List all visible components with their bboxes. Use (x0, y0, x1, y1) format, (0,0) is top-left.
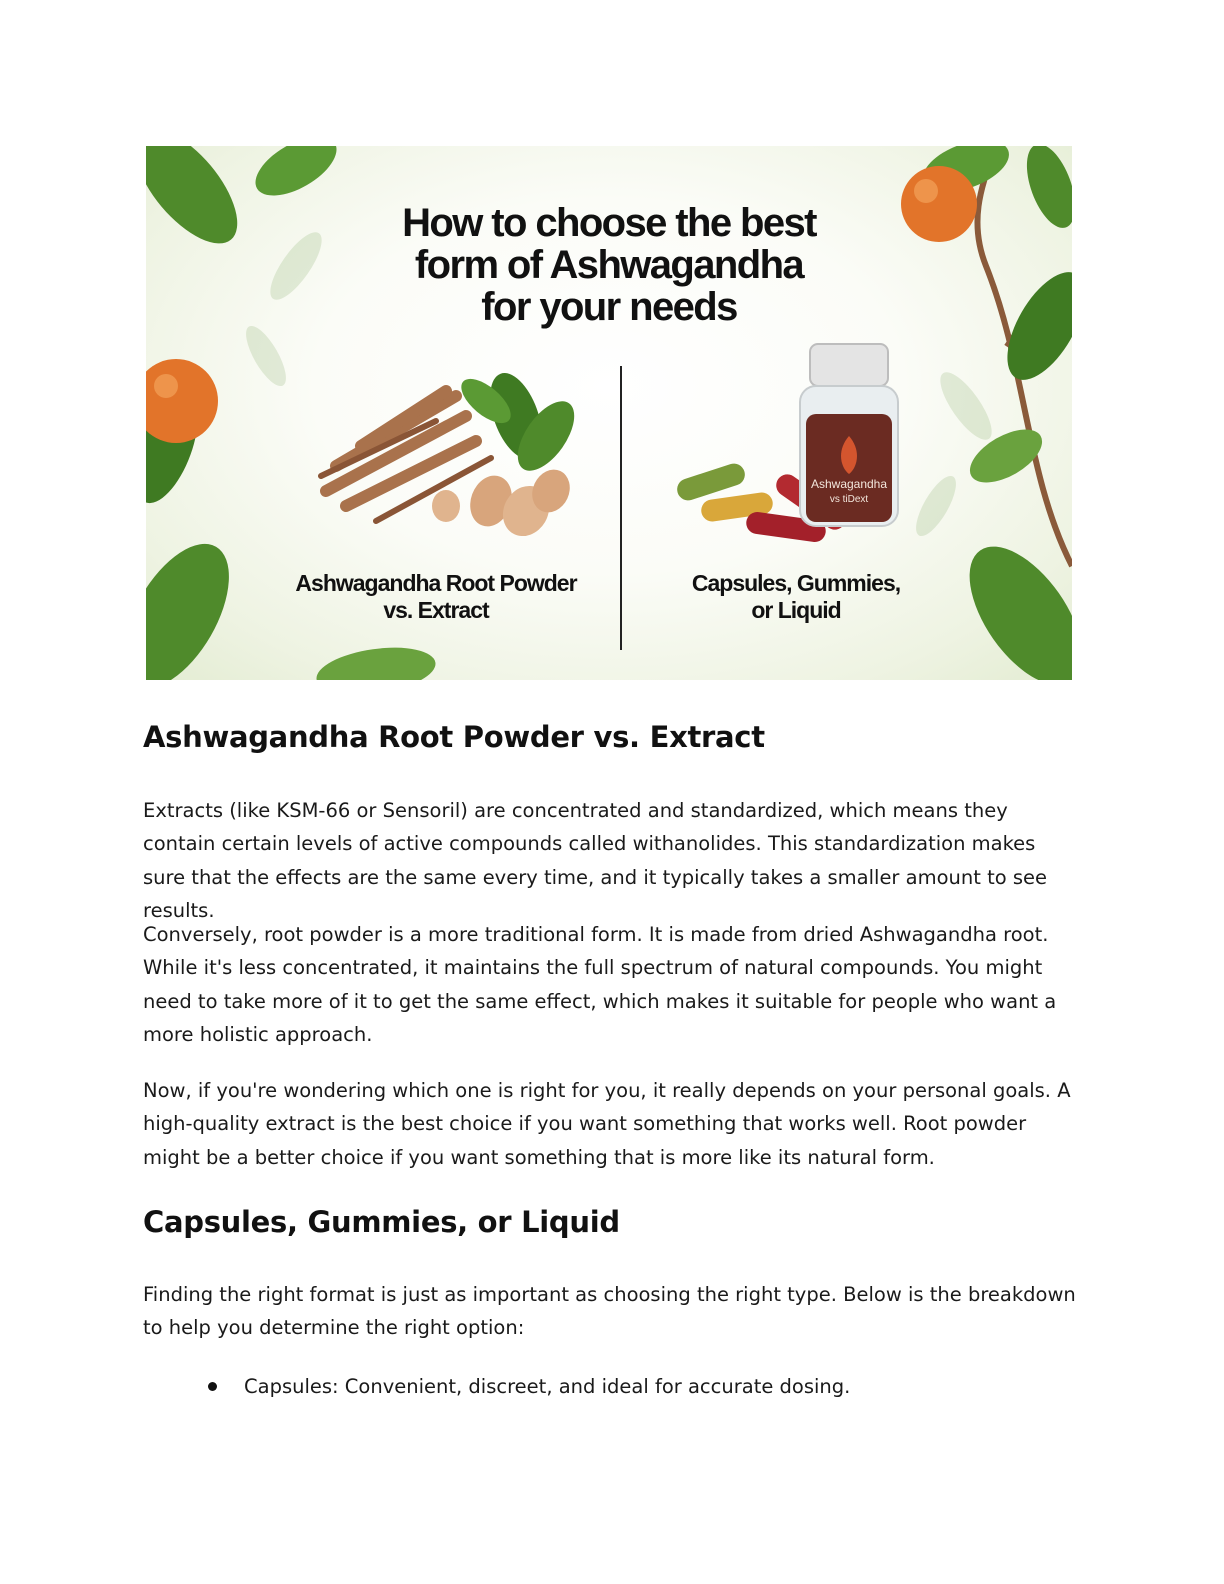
hero-title-line: for your needs (481, 285, 737, 329)
hero-banner-image (146, 146, 1072, 680)
caption-line: Capsules, Gummies, (691, 570, 901, 596)
root-icon (321, 366, 585, 544)
hero-caption-root-vs-extract (276, 570, 596, 624)
bottle-label-line-1: Ashwagandha (810, 477, 888, 491)
list-item-text: Capsules: Convenient, discreet, and ideal for accurate dosing. (244, 1375, 851, 1398)
bullet-list (208, 1370, 1088, 1403)
paragraph: Conversely, root powder is a more traditional form. It is made from dried Ashwagandha root. While it's less concentrated, it maintains the full spectrum of natural compounds. You might need to take more of it to get the same effect, which makes it suitable for people who want a more holistic approach. (143, 923, 1057, 1047)
list-item (208, 1370, 1088, 1403)
paragraph: Now, if you're wondering which one is right for you, it really depends on your personal goals. A high-quality extract is the best choice if you want something that works well. Root powder might be a better choice if you want something that is more like its natural form. (143, 1079, 1071, 1169)
hero-title-line: form of Ashwagandha (414, 243, 804, 287)
paragraph: Finding the right format is just as important as choosing the right type. Below is the breakdown to help you determine the right option: (143, 1283, 1076, 1340)
caption-line: or Liquid (751, 597, 841, 623)
hero-title-line: How to choose the best (402, 201, 816, 245)
section-heading-formats: Capsules, Gummies, or Liquid (143, 1205, 620, 1239)
caption-line: vs. Extract (383, 597, 489, 623)
bullet-icon (208, 1382, 217, 1391)
hero-caption-formats (666, 570, 926, 624)
hero-title (366, 202, 852, 328)
bottle-label-line-2: vs tiDext (829, 494, 869, 505)
hero-divider (620, 366, 622, 650)
section-heading-root-vs-extract: Ashwagandha Root Powder vs. Extract (143, 720, 765, 754)
caption-line: Ashwagandha Root Powder (295, 570, 577, 596)
bottle-icon (800, 344, 898, 526)
paragraph: Extracts (like KSM-66 or Sensoril) are concentrated and standardized, which means they contain certain levels of active compounds called withanolides. This standardization makes sure that the effects are the same every time, and it typically takes a smaller amount to see results. (143, 799, 1048, 923)
